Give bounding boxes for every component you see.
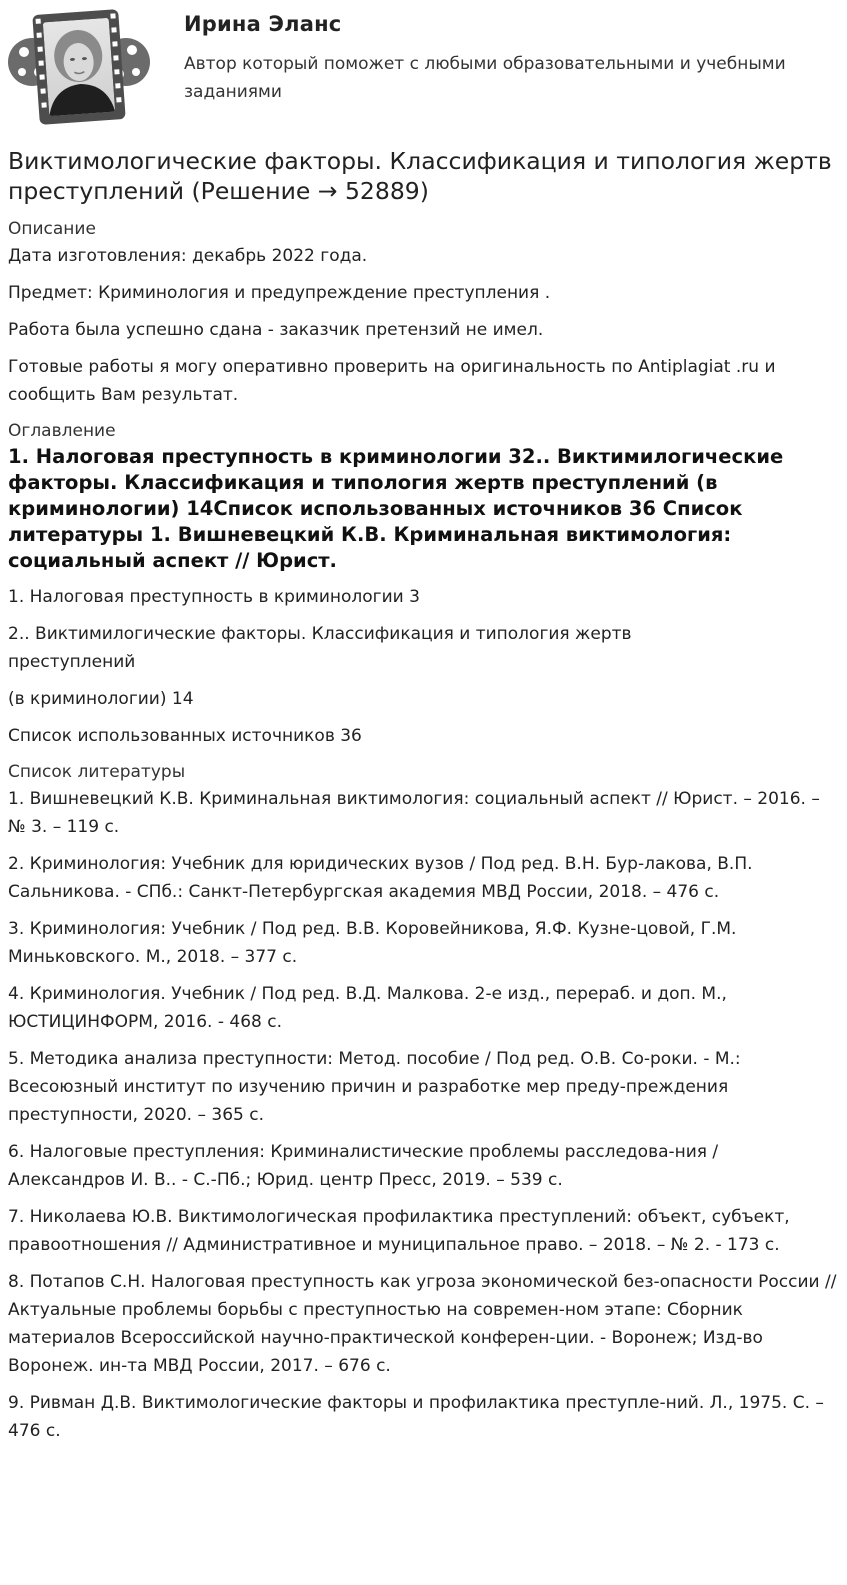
description-date: Дата изготовления: декабрь 2022 года. <box>8 246 368 266</box>
author-header <box>0 0 847 130</box>
author-description: Автор который поможет с любыми образовательными и учебными заданиями <box>184 54 786 102</box>
reference-item: 1. Вишневецкий К.В. Криминальная виктимология: социальный аспект // Юрист. – 2016. – № 3. – 119 с. <box>8 789 820 837</box>
document-title: Виктимологические факторы. Классификация и типология жертв преступлений (Решение → 52889) <box>8 147 832 205</box>
reference-item: 4. Криминология. Учебник / Под ред. В.Д. Малкова. 2-е изд., перераб. и доп. М., ЮСТИЦИНФОРМ, 2016. - 468 с. <box>8 984 727 1032</box>
reference-item: 8. Потапов С.Н. Налоговая преступность как угроза экономической без-опасности России // Актуальные проблемы борьбы с преступностью на современ-ном этапе: Сборник материалов Всероссийской научно-практической конферен-ции. - Воронеж; Изд-во Воронеж. ин-та МВД России, 2017. – 676 с. <box>8 1272 837 1376</box>
author-name[interactable]: Ирина Эланс <box>184 12 342 36</box>
description-status: Работа была успешно сдана - заказчик претензий не имел. <box>8 320 544 340</box>
description-subject: Предмет: Криминология и предупреждение преступления . <box>8 283 551 303</box>
reference-item: 9. Ривман Д.В. Виктимологические факторы и профилактика преступле-ний. Л., 1975. С. – 476 с. <box>8 1393 824 1441</box>
reference-item: 5. Методика анализа преступности: Метод. пособие / Под ред. О.В. Со-роки. - М.: Всесоюзный институт по изучению причин и разработке мер преду-преждения преступности, 2020. – 365 с. <box>8 1049 741 1125</box>
reference-item: 3. Криминология: Учебник / Под ред. В.В. Коровейникова, Я.Ф. Кузне-цовой, Г.М. Миньковского. М., 2018. – 377 с. <box>8 919 737 967</box>
description-antiplagiat: Готовые работы я могу оперативно проверить на оригинальность по Antiplagiat .ru и сообщить Вам результат. <box>8 357 776 405</box>
toc-item: (в криминологии) 14 <box>8 689 194 709</box>
document-content <box>8 146 838 1445</box>
reference-item: 7. Николаева Ю.В. Виктимологическая профилактика преступлений: объект, субъект, правоотношения // Административное и муниципальное право. – 2018. – № 2. - 173 с. <box>8 1207 790 1255</box>
reference-item: 2. Криминология: Учебник для юридических вузов / Под ред. В.Н. Бур-лакова, В.П. Сальникова. - СПб.: Санкт-Петербургская академия МВД России, 2018. – 476 с. <box>8 854 753 902</box>
film-frame-avatar-image <box>6 6 152 128</box>
toc-item: 1. Налоговая преступность в криминологии 3 <box>8 587 420 607</box>
references-label: Список литературы <box>8 762 186 782</box>
author-avatar[interactable] <box>6 6 152 128</box>
toc-item: Список использованных источников 36 <box>8 726 362 746</box>
toc-item: 2.. Виктимилогические факторы. Классификация и типология жертв преступлений <box>8 624 632 672</box>
toc-summary: 1. Налоговая преступность в криминологии 32.. Виктимилогические факторы. Классификация и типология жертв преступлений (в криминологии) 14Список использованных источников 36 Список литературы 1. Вишневецкий К.В. Криминальная виктимология: социальный аспект // Юрист. <box>8 445 784 572</box>
toc-label: Оглавление <box>8 421 116 441</box>
description-label: Описание <box>8 219 96 239</box>
reference-item: 6. Налоговые преступления: Криминалистические проблемы расследова-ния / Александров И. В.. - С.-Пб.; Юрид. центр Пресс, 2019. – 539 с. <box>8 1142 719 1190</box>
